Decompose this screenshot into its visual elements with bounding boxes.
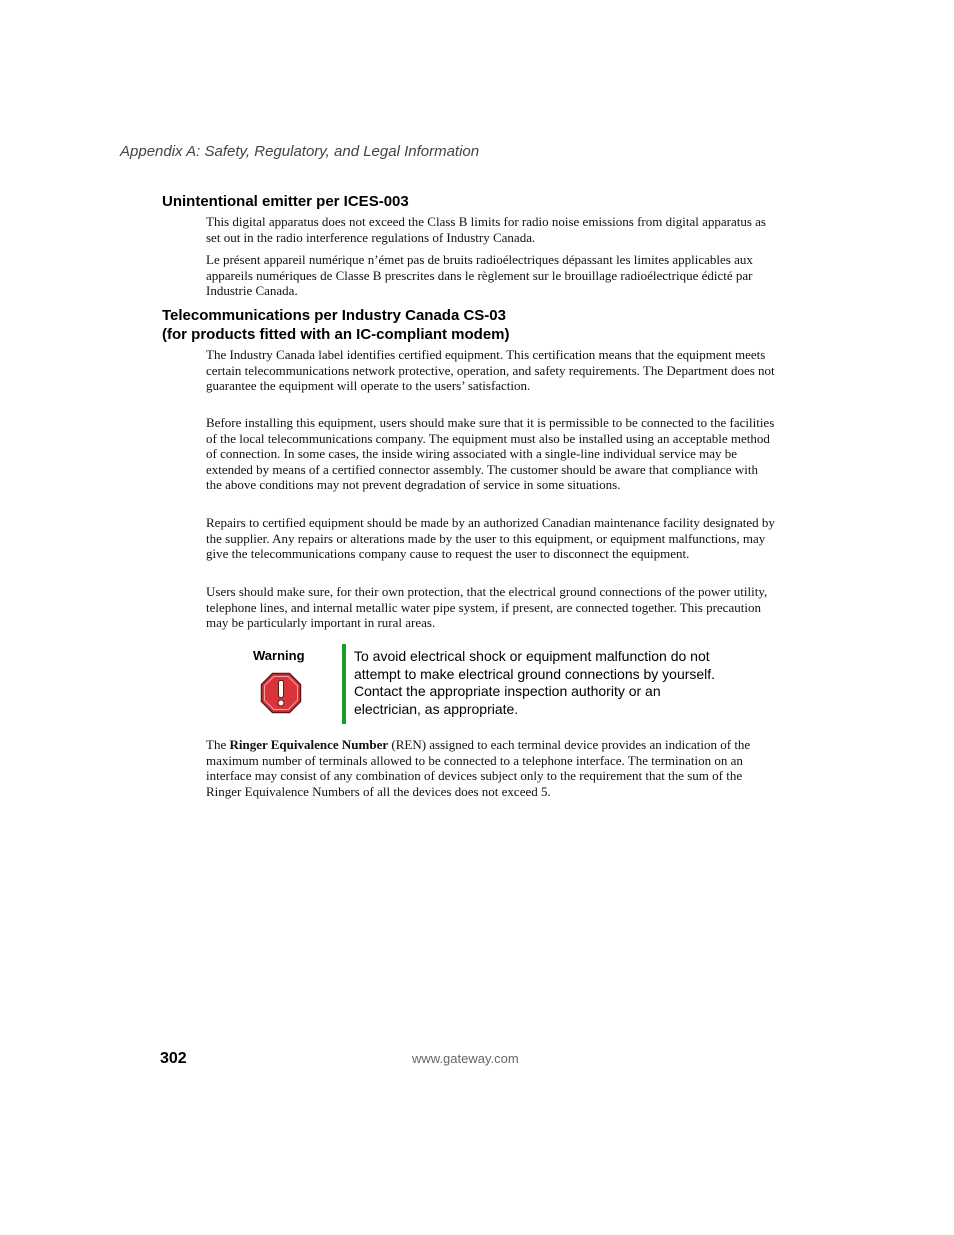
section-heading-ices: Unintentional emitter per ICES-003 xyxy=(162,193,409,210)
paragraph-ic-label: The Industry Canada label identifies certified equipment. This certification means that the equipment meets certain telecommunications network protective, operation, and safety requirements. The Department does not guarantee the equipment will operate to the users’ satisfaction. xyxy=(206,347,775,394)
paragraph-ices-fr: Le présent appareil numérique n’émet pas de bruits radioélectriques dépassant les limites applicables aux appareils numériques de Classe B prescrites dans le règlement sur le brouillage radioélectrique édicté par Industrie Canada. xyxy=(206,252,753,299)
section-heading-telecom xyxy=(162,306,510,344)
paragraph-ices-en: This digital apparatus does not exceed the Class B limits for radio noise emissions from digital apparatus as set out in the radio interference regulations of Industry Canada. xyxy=(206,214,766,245)
paragraph-ren xyxy=(206,737,776,799)
warning-text: To avoid electrical shock or equipment malfunction do not attempt to make electrical ground connections by yourself. Contact the appropriate inspection authority or an electrician, as appropriate. xyxy=(354,648,716,717)
paragraph-repairs: Repairs to certified equipment should be made by an authorized Canadian maintenance facility designated by the supplier. Any repairs or alterations made by the user to this equipment, or equipment malfunctions, may give the telecommunications company cause to request the user to disconnect the equipment. xyxy=(206,515,775,562)
ren-suffix: (REN) assigned to each terminal device provides an indication of the maximum number of terminals allowed to be connected to a telephone interface. The termination on an interface may consist of any combination of devices subject only to the requirement that the sum of the Ringer Equivalence Numbers of all the devices does not exceed 5. xyxy=(206,737,751,799)
page-number: 302 xyxy=(160,1050,187,1067)
heading-line-1: Telecommunications per Industry Canada CS-03 xyxy=(162,307,506,324)
running-head: Appendix A: Safety, Regulatory, and Legal Information xyxy=(120,143,480,160)
ren-prefix: The xyxy=(206,737,230,752)
warning-label: Warning xyxy=(253,648,305,663)
ren-term: Ringer Equivalence Number xyxy=(229,737,389,752)
paragraph-installing: Before installing this equipment, users should make sure that it is permissible to be connected to the facilities of the local telecommunications company. The equipment must also be installed using an acceptable method of connection. In some cases, the inside wiring associated with a single-line individual service may be extended by means of a certified connector assembly. The customer should be aware that compliance with the above conditions may not prevent degradation of service in some situations. xyxy=(206,415,775,493)
footer-url: www.gateway.com xyxy=(412,1051,519,1066)
heading-line-2: (for products fitted with an IC-compliant modem) xyxy=(162,326,510,343)
warning-octagon-icon xyxy=(260,672,302,714)
paragraph-ground: Users should make sure, for their own protection, that the electrical ground connections of the power utility, telephone lines, and internal metallic water pipe system, if present, are connected together. This precaution may be particularly important in rural areas. xyxy=(206,584,768,631)
warning-bar xyxy=(342,644,346,724)
